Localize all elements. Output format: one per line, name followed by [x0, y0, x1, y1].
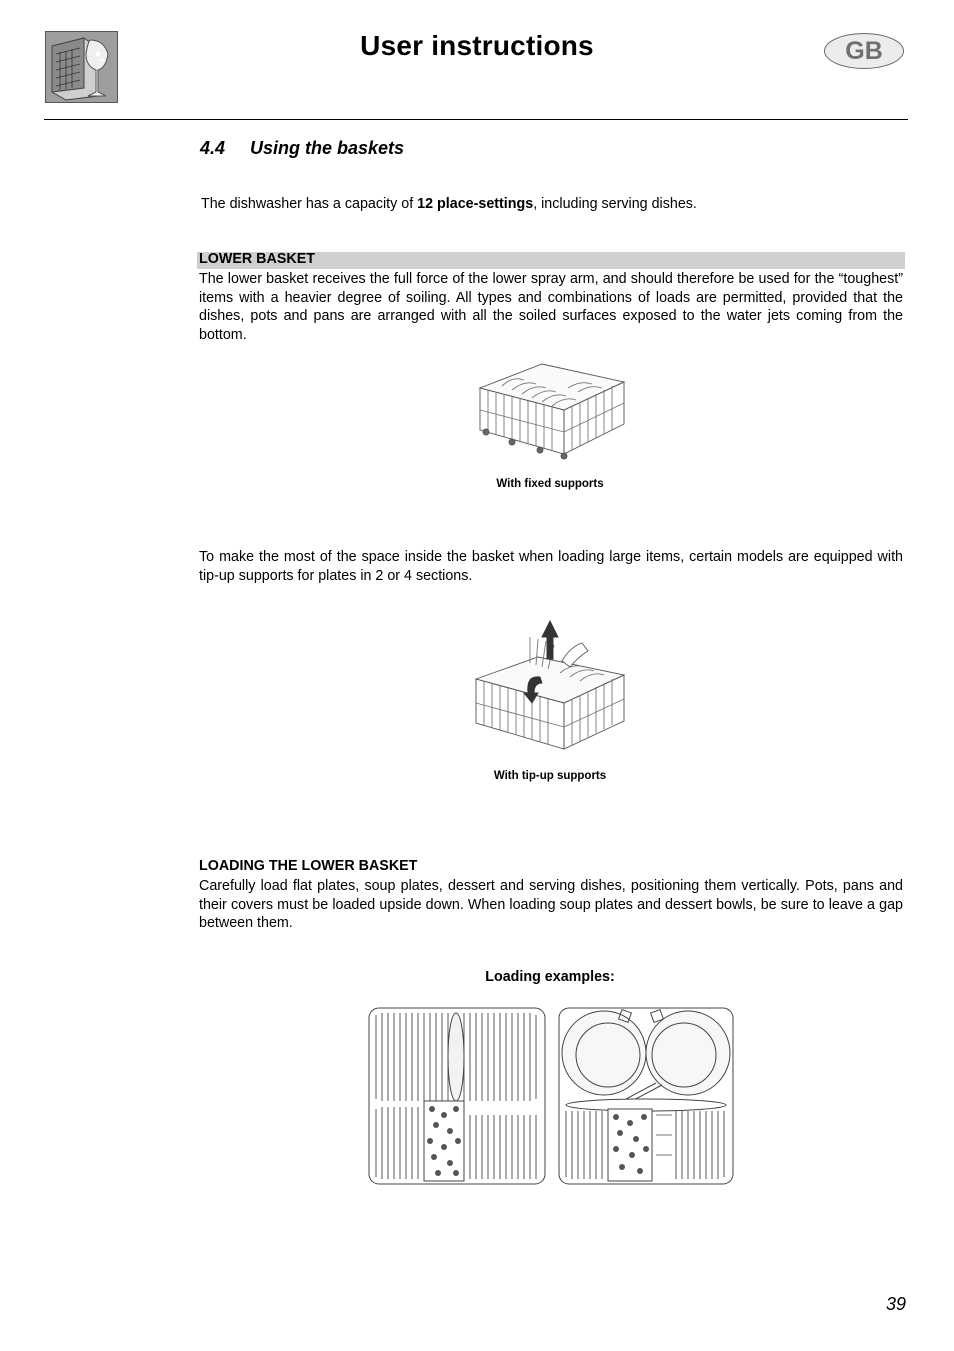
header-divider — [44, 119, 908, 120]
lower-basket-heading: LOWER BASKET — [199, 251, 315, 267]
capacity-text-before: The dishwasher has a capacity of — [201, 196, 418, 212]
fixed-supports-illustration — [472, 358, 632, 468]
loading-examples-label: Loading examples: — [485, 969, 615, 985]
lower-basket-paragraph: The lower basket receives the full force of the lower spray arm, and should therefore be used for the “toughest” items with a heavier degree of soiling. All types and combinations of loads are permitted, provided that the dishes, pots and pans are arranged with all the soiled surfaces exposed to the water jets coming from the bottom. — [199, 271, 903, 343]
loading-example-plates — [366, 1005, 548, 1187]
loading-heading: LOADING THE LOWER BASKET — [199, 858, 418, 874]
page-number: 39 — [886, 1294, 907, 1314]
capacity-paragraph — [201, 195, 905, 214]
tipup-supports-caption: With tip-up supports — [493, 770, 607, 782]
section-number: 4.4 — [200, 138, 226, 158]
capacity-bold: 12 place-settings — [417, 196, 534, 212]
loading-paragraph: Carefully load flat plates, soup plates, dessert and serving dishes, positioning them vertically. Pots, pans and their covers must be loaded upside down. When loading soup plates and dessert bowls, be sure to leave a gap between them. — [199, 878, 903, 931]
loading-example-pots — [556, 1005, 736, 1187]
capacity-text-after: , including serving dishes. — [533, 196, 697, 212]
section-title: Using the baskets — [250, 138, 405, 158]
tipup-supports-illustration — [470, 617, 630, 757]
language-badge: GB — [824, 33, 904, 69]
page-title: User instructions — [360, 30, 594, 61]
section-heading — [200, 138, 404, 159]
tipup-paragraph: To make the most of the space inside the basket when loading large items, certain models are equipped with tip-up supports for plates in 2 or 4 sections. — [199, 549, 903, 584]
fixed-supports-caption: With fixed supports — [496, 478, 604, 490]
